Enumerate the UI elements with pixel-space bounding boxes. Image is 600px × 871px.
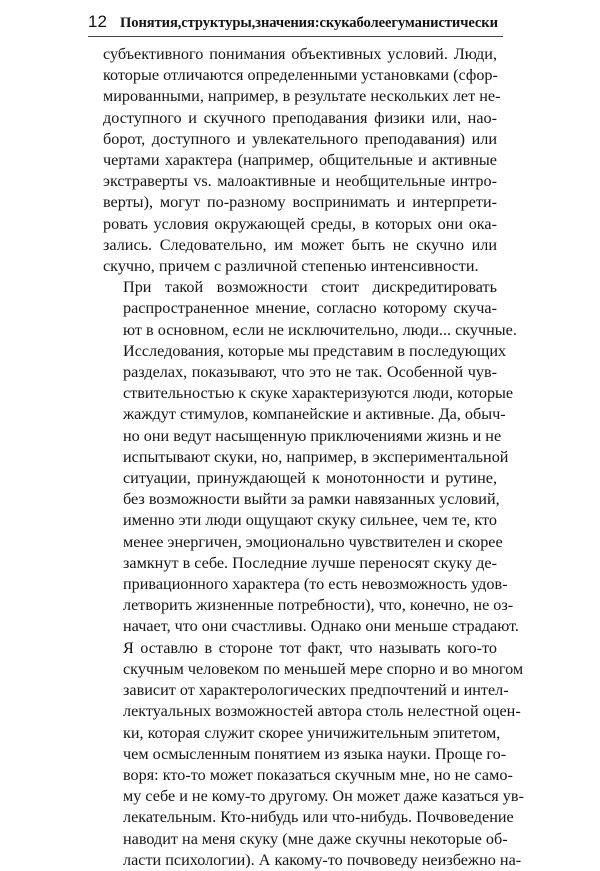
text-line: скучным человеком по меньшей мере спорно и во многом: [123, 659, 524, 678]
text-line: субъективного понимания объективных условий. Люди,: [103, 45, 497, 63]
text-line: При такой возможности стоит дискредитировать: [123, 278, 497, 297]
text-line: ки, которая служит скорее уничижительным эпитетом,: [123, 723, 501, 742]
text-line: Я оставлю в стороне тот факт, что называть кого-то: [123, 638, 497, 657]
paragraph: [103, 638, 524, 871]
text-line: борот, доступного и увлекательного преподавания) или: [103, 129, 497, 148]
text-line: ют в основном, если не исключительно, люди... скучные.: [123, 320, 517, 339]
text-line: ситуации, принуждающей к монотонности и рутине,: [123, 469, 497, 488]
text-line: чертами характера (например, общительные и активные: [103, 151, 497, 170]
header-rule: [88, 36, 503, 37]
paragraph: [103, 44, 501, 277]
text-line: ласти психологии). А какому-то почвоведу неизбежно на-: [123, 850, 522, 869]
text-line: замкнут в себе. Последние лучше переносят скуку де-: [123, 553, 497, 572]
text-line: жаждут стимулов, компанейские и активные. Да, обыч-: [123, 405, 506, 424]
text-line: менее энергичен, эмоционально чувствителен и скорее: [123, 532, 503, 551]
text-line: верты), могут по-разному воспринимать и интерпрети-: [103, 193, 497, 212]
text-line: наводит на меня скуку (мне даже скучны некоторые об-: [123, 829, 508, 848]
paragraph: [103, 277, 519, 637]
text-line: распространенное мнение, согласно которому скуча-: [123, 299, 497, 318]
text-line: зависит от характерологических предпочтений и интел-: [123, 681, 509, 700]
chapter-title: Понятия,структуры,значения:скукаболеегуманистически: [120, 15, 498, 31]
text-line: испытывают скуки, но, например, в экспериментальной: [123, 447, 509, 466]
text-line: зались. Следовательно, им может быть не скучно или: [103, 235, 497, 254]
text-line: именно эти люди ощущают скуку сильнее, чем те, кто: [123, 511, 497, 530]
text-line: мированными, например, в результате нескольких лет не-: [103, 87, 501, 106]
text-line: но они ведут насыщенную приключениями жизнь и не: [123, 426, 502, 445]
running-head: [88, 11, 578, 34]
text-line: чем осмысленным понятием из языка науки. Проще го-: [123, 744, 507, 763]
text-line: привационного характера (то есть невозможность удов-: [123, 575, 508, 594]
text-line: доступного и скучного преподавания физики или, нао-: [103, 108, 497, 127]
body-text: [103, 44, 524, 871]
text-line: лектуальных возможностей автора столь нелестной оцен-: [123, 702, 521, 721]
text-line: которые отличаются определенными установками (сфор-: [103, 66, 498, 85]
text-line: без возможности выйти за рамки навязанных условий,: [123, 490, 500, 509]
text-line: му себе и не кому-то другому. Он может даже казаться ув-: [123, 787, 524, 806]
text-line: скучно, причем с различной степенью интенсивности.: [103, 257, 479, 276]
page-number: 12: [88, 12, 107, 31]
text-line: воря: кто-то может показаться скучным мне, но не само-: [123, 765, 513, 784]
text-line: разделах, показывают, что это не так. Особенной чув-: [123, 363, 497, 382]
text-line: Исследования, которые мы представим в последующих: [123, 341, 507, 360]
text-line: начает, что они счастливы. Однако они меньше страдают.: [123, 617, 519, 636]
text-line: лекательным. Кто-нибудь или что-нибудь. Почвоведение: [123, 808, 514, 827]
text-line: ровать условия окружающей среды, в которых они ока-: [103, 214, 497, 233]
text-line: экстраверты vs. малоактивные и необщительные интро-: [103, 172, 497, 191]
text-line: ствительностью к скуке характеризуются люди, которые: [123, 384, 514, 403]
text-line: летворить жизненные потребности), что, конечно, не оз-: [123, 596, 514, 615]
